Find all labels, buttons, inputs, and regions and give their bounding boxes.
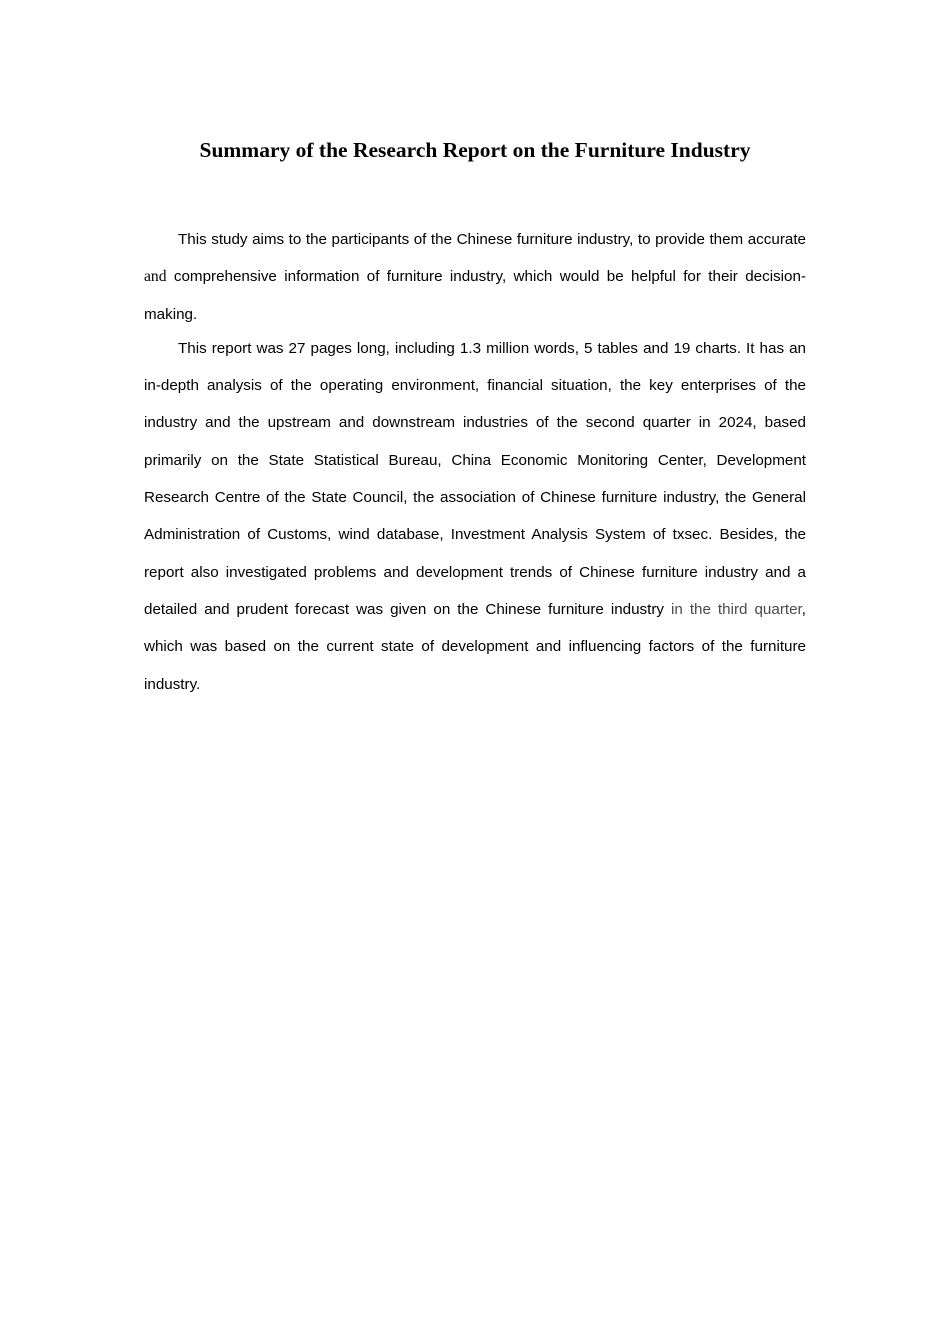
- paragraph-details-text-b: , which was based on the current state of development and influencing factors of the furniture industry.: [144, 600, 806, 693]
- document-body: [144, 221, 806, 703]
- paragraph-report-details: [144, 330, 806, 703]
- paragraph-details-text-a: This report was 27 pages long, including 1.3 million words, 5 tables and 19 charts. It has an in-depth analysis of the operating environment, financial situation, the key enterprises of the industry and the upstream and downstream industries of the second quarter in 2024, based primarily on the State Statistical Bureau, China Economic Monitoring Center, Development Research Centre of the State Council, the association of Chinese furniture industry, the General Administration of Customs, wind database, Investment Analysis System of txsec. Besides, the report also investigated problems and development trends of Chinese furniture industry and a detailed and prudent forecast was given on the Chinese furniture industry: [144, 339, 806, 618]
- paragraph-intro-text-b: comprehensive information of furniture industry, which would be helpful for their decision-making.: [144, 268, 806, 323]
- paragraph-intro: [144, 221, 806, 333]
- paragraph-intro-serif-word: and: [144, 268, 167, 286]
- paragraph-intro-text-a: This study aims to the participants of the Chinese furniture industry, to provide them accurate: [178, 231, 806, 248]
- page-title: Summary of the Research Report on the Furniture Industry: [199, 138, 751, 162]
- paragraph-details-highlight: in the third quarter: [671, 600, 802, 618]
